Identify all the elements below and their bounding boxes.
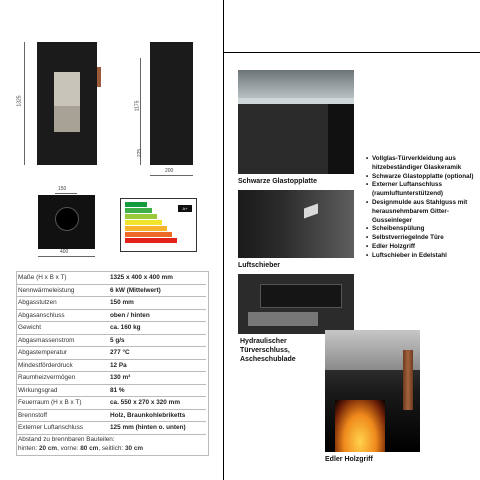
feature-item: • Externer Luftanschluss (raumluftunterstützend): [366, 181, 478, 199]
spec-row: [16, 409, 206, 422]
caption-handle: Edler Holzgriff: [325, 456, 373, 463]
caption-glasstop: Schwarze Glastopplatte: [238, 178, 317, 185]
spec-row: [16, 309, 206, 322]
energy-bar-f: [125, 238, 177, 243]
front-height-label: 1325: [16, 95, 23, 107]
spec-row: [16, 322, 206, 335]
ashbox-hinge: [248, 312, 318, 326]
spec-table: [16, 272, 206, 435]
front-handle: [97, 67, 101, 87]
feature-item: • Luftschieber in Edelstahl: [366, 252, 478, 261]
handle-flames: [335, 400, 385, 452]
spec-value: 1325 x 400 x 400 mm: [108, 272, 206, 284]
glasstop-body-side: [328, 104, 354, 174]
horizontal-divider: [223, 52, 480, 53]
photo-handle: [325, 330, 420, 452]
spec-key: Nennwärmeleistung: [16, 284, 108, 297]
clearance-title: Abstand zu brennbaren Bauteilen:: [18, 436, 115, 443]
spec-key: Wirkungsgrad: [16, 384, 108, 397]
top-width-line: [38, 256, 95, 257]
spec-key: Abgasmassenstrom: [16, 334, 108, 347]
front-height-line: [24, 42, 25, 165]
spec-row: [16, 384, 206, 397]
energy-bar-e: [125, 232, 172, 237]
spec-row: [16, 297, 206, 310]
glasstop-surface: [238, 70, 354, 98]
spec-value: 5 g/s: [108, 334, 206, 347]
stove-top-drawing: [38, 195, 95, 249]
spec-key: Externer Luftanschluss: [16, 422, 108, 435]
side-small-label: 225: [137, 148, 144, 158]
spec-value: 130 m³: [108, 372, 206, 385]
spec-row: [16, 272, 206, 284]
caption-hydraulic: Hydraulischer Türverschluss, Ascheschublade: [240, 338, 296, 363]
spec-key: Abgasanschluss: [16, 309, 108, 322]
clearance-front-label: , vorne:: [57, 445, 81, 452]
energy-bar-b: [125, 214, 157, 219]
spec-key: Abgasstutzen: [16, 297, 108, 310]
top-diameter-line: [55, 193, 77, 194]
feature-list: [366, 155, 478, 261]
spec-row: [16, 422, 206, 435]
spec-row: [16, 397, 206, 410]
spec-row: [16, 347, 206, 360]
spec-key: Feuerraum (H x B x T): [16, 397, 108, 410]
stove-front-drawing: [37, 42, 97, 165]
spec-key: Abgastemperatur: [16, 347, 108, 360]
vertical-divider: [223, 0, 224, 480]
energy-bar-c: [125, 220, 162, 225]
spec-key: Gewicht: [16, 322, 108, 335]
spec-value: 150 mm: [108, 297, 206, 310]
feature-item: • Edler Holzgriff: [366, 243, 478, 252]
spec-row: [16, 372, 206, 385]
stove-side-drawing: [150, 42, 193, 165]
clearance-back-value: 20 cm: [38, 445, 58, 452]
photo-ashbox: [238, 274, 354, 334]
side-height-label: 1175: [134, 100, 141, 112]
clearance-side-label: , seitlich:: [98, 445, 125, 452]
spec-key: Brennstoff: [16, 409, 108, 422]
feature-item: • Scheibenspülung: [366, 225, 478, 234]
spec-row: [16, 334, 206, 347]
spec-value: 125 mm (hinten o. unten): [108, 422, 206, 435]
clearance-note: [18, 435, 206, 453]
front-glass-lower: [54, 106, 80, 132]
spec-row: [16, 359, 206, 372]
spec-value: Holz, Braunkohlebriketts: [108, 409, 206, 422]
energy-label: [120, 198, 197, 252]
side-depth-label: 200: [165, 168, 174, 174]
feature-item: • Designmulde aus Stahlguss mit herausnehmbarem Gitter-Gusseinleger: [366, 199, 478, 225]
spec-key: Mindestförderdruck: [16, 359, 108, 372]
spec-value: 277 °C: [108, 347, 206, 360]
wood-handle: [403, 350, 413, 410]
energy-bar-d: [125, 226, 167, 231]
clearance-side-value: 30 cm: [124, 445, 144, 452]
feature-item: • Schwarze Glastopplatte (optional): [366, 173, 478, 182]
caption-luftschieber: Luftschieber: [238, 262, 281, 269]
energy-bar-a: [125, 208, 152, 213]
energy-class-tag: A+: [178, 205, 192, 212]
spec-value: 6 kW (Mittelwert): [108, 284, 206, 297]
energy-bar-a-plus: [125, 202, 147, 207]
spec-row: [16, 284, 206, 297]
spec-value: 12 Pa: [108, 359, 206, 372]
spec-value: 81 %: [108, 384, 206, 397]
clearance-front-value: 80 cm: [80, 445, 99, 452]
spec-value: ca. 550 x 270 x 320 mm: [108, 397, 206, 410]
photo-glasstop: [238, 70, 354, 174]
spec-value: oben / hinten: [108, 309, 206, 322]
spec-value: ca. 160 kg: [108, 322, 206, 335]
side-depth-line: [150, 175, 193, 176]
clearance-back-label: hinten:: [18, 445, 39, 452]
flue-hole: [55, 207, 79, 231]
luftschieber-lever: [304, 203, 318, 218]
top-width-label: 400: [60, 249, 69, 255]
top-diameter-label: 150: [58, 186, 67, 192]
spec-key: Maße (H x B x T): [16, 272, 108, 284]
feature-item: • Vollglas-Türverkleidung aus hitzebeständiger Glaskeramik: [366, 155, 478, 173]
photo-luftschieber: [238, 190, 354, 258]
spec-key: Raumheizvermögen: [16, 372, 108, 385]
clearance-values: [18, 444, 206, 453]
ashbox-drawer: [260, 284, 342, 308]
feature-item: • Selbstverriegelnde Türe: [366, 234, 478, 243]
